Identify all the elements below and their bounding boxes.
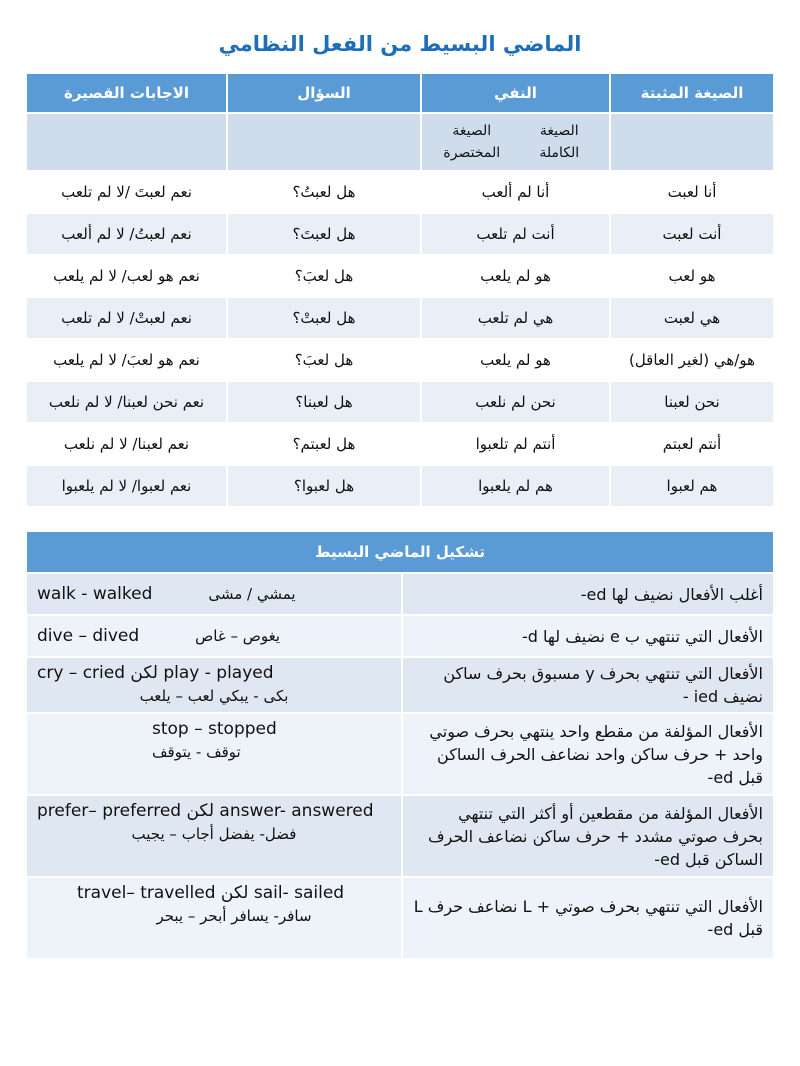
formation-example (27, 574, 401, 614)
negative-cell: أنت لم تلعب (422, 214, 609, 254)
answer-cell: نعم لعبنا/ لا لم نلعب (27, 424, 226, 464)
example-english: walk - walked (37, 584, 153, 604)
example-english: prefer– preferred لكن answer- answered (37, 801, 374, 821)
negative-cell: هو لم يلعب (422, 256, 609, 296)
example-arabic: فضل- يفضل أجاب – يجيب (131, 825, 297, 843)
formation-example (27, 796, 401, 876)
header-question: السؤال (228, 74, 420, 112)
example-english: cry – cried لكن play - played (37, 663, 274, 683)
formation-example (27, 616, 401, 656)
example-arabic: يغوص – غاص (195, 627, 281, 645)
table-row (27, 382, 773, 422)
header-negative: النفي (422, 74, 609, 112)
question-cell: هل لعبتم؟ (228, 424, 420, 464)
negative-full-label: الصيغة الكاملة (539, 123, 580, 161)
formation-example (27, 878, 401, 958)
table-row (27, 172, 773, 212)
table-row (27, 298, 773, 338)
affirmative-cell: هم لعبوا (611, 466, 773, 506)
negative-cell: أنتم لم تلعبوا (422, 424, 609, 464)
example-arabic: بكى - يبكي لعب – يلعب (139, 687, 289, 705)
formation-rule: الأفعال التي تنتهي بحرف صوتي + L نضاعف حرف L قبل ed- (403, 878, 773, 958)
negative-cell: نحن لم نلعب (422, 382, 609, 422)
formation-rule: الأفعال المؤلفة من مقطع واحد ينتهي بحرف صوتي واحد + حرف ساكن واحد نضاعف الحرف الساكن قبل ed- (403, 714, 773, 794)
affirmative-cell: هو لعب (611, 256, 773, 296)
negative-subheaders (422, 114, 609, 170)
page-title: الماضي البسيط من الفعل النظامي (218, 32, 582, 56)
example-line-1 (37, 624, 391, 648)
affirmative-cell: هو/هي (لغير العاقل) (611, 340, 773, 380)
empty-cell (611, 114, 773, 170)
table-row (27, 466, 773, 506)
answer-cell: نعم لعبتْ/ لا لم تلعب (27, 298, 226, 338)
answer-cell: نعم هو لعب/ لا لم يلعب (27, 256, 226, 296)
formation-rule: أغلب الأفعال نضيف لها ed- (403, 574, 773, 614)
example-line-1 (37, 582, 391, 606)
question-cell: هل لعبَ؟ (228, 256, 420, 296)
table-row (27, 256, 773, 296)
table-row (27, 340, 773, 380)
formation-table (25, 530, 775, 960)
formation-row (27, 714, 773, 794)
answer-cell: نعم لعبوا/ لا لم يلعبوا (27, 466, 226, 506)
negative-cell: أنا لم ألعب (422, 172, 609, 212)
negative-short-label: الصيغة المختصرة (443, 123, 501, 161)
negative-subheader-row (27, 114, 773, 170)
question-cell: هل لعبتَ؟ (228, 214, 420, 254)
answer-cell: نعم لعبتُ/ لا لم ألعب (27, 214, 226, 254)
empty-cell (27, 114, 226, 170)
question-cell: هل لعبنا؟ (228, 382, 420, 422)
formation-rule: الأفعال التي تنتهي بحرف y مسبوق بحرف ساكن نضيف ied - (403, 658, 773, 712)
question-cell: هل لعبَ؟ (228, 340, 420, 380)
affirmative-cell: هي لعبت (611, 298, 773, 338)
answer-cell: نعم لعبتَ /لا لم تلعب (27, 172, 226, 212)
formation-row (27, 878, 773, 958)
negative-cell: هو لم يلعب (422, 340, 609, 380)
conjugation-table (25, 72, 775, 508)
question-cell: هل لعبتْ؟ (228, 298, 420, 338)
formation-rule: الأفعال التي تنتهي ب e نضيف لها d- (403, 616, 773, 656)
table-row (27, 214, 773, 254)
formation-row (27, 616, 773, 656)
example-arabic: يمشي / مشى (208, 585, 296, 603)
question-cell: هل لعبوا؟ (228, 466, 420, 506)
formation-row (27, 796, 773, 876)
example-english: dive – dived (37, 626, 140, 646)
question-cell: هل لعبتُ؟ (228, 172, 420, 212)
affirmative-cell: أنا لعبت (611, 172, 773, 212)
header-short-answers: الاجابات القصيرة (27, 74, 226, 112)
formation-example (27, 658, 401, 712)
affirmative-cell: نحن لعبنا (611, 382, 773, 422)
formation-header: تشكيل الماضي البسيط (27, 532, 773, 572)
formation-row (27, 574, 773, 614)
example-arabic: سافر- يسافر أبحر – يبحر (156, 907, 312, 925)
affirmative-cell: أنت لعبت (611, 214, 773, 254)
table-row (27, 424, 773, 464)
affirmative-cell: أنتم لعبتم (611, 424, 773, 464)
formation-rule: الأفعال المؤلفة من مقطعين أو أكثر التي تنتهي بحرف صوتي مشدد + حرف ساكن نضاعف الحرف الساكن قبل ed- (403, 796, 773, 876)
negative-cell: هي لم تلعب (422, 298, 609, 338)
example-english: travel– travelled لكن sail- sailed (77, 883, 345, 903)
answer-cell: نعم نحن لعبنا/ لا لم نلعب (27, 382, 226, 422)
formation-example (27, 714, 401, 794)
example-english: stop – stopped (152, 719, 277, 739)
formation-row (27, 658, 773, 712)
negative-cell: هم لم يلعبوا (422, 466, 609, 506)
empty-cell (228, 114, 420, 170)
example-arabic: توقف - يتوقف (152, 743, 241, 761)
answer-cell: نعم هو لعبَ/ لا لم يلعب (27, 340, 226, 380)
header-affirmative: الصيغة المثبتة (611, 74, 773, 112)
